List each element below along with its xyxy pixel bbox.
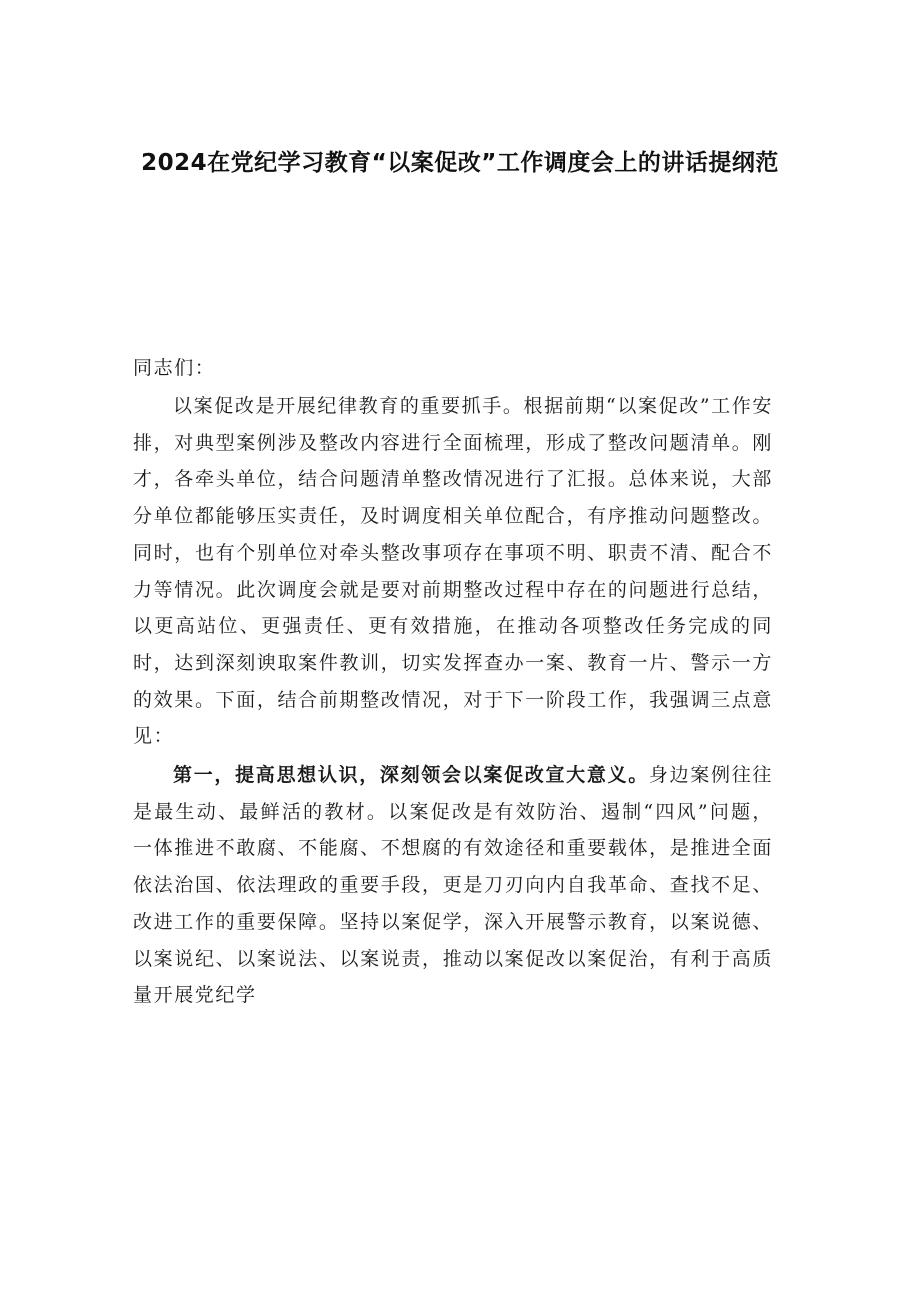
salutation: 同志们： <box>133 357 216 379</box>
paragraph-heading: 第一，提高思想认识，深刻领会以案促改宣大意义。 <box>173 764 649 787</box>
document-title: 2024在党纪学习教育“以案促改”工作调度会上的讲话提纲范 <box>141 150 779 176</box>
paragraph-point-one <box>133 757 773 1014</box>
paragraph-text: 身边案例往往是最生动、最鲜活的教材。以案促改是有效防治、遏制“四风”问题，一体推进不敢腐、不能腐、不想腐的有效途径和重要载体，是推进全面依法治国、依法理政的重要手段，更是刀刃向内自我革命、查找不足、改进工作的重要保障。坚持以案促学，深入开展警示教育，以案说德、以案说纪、以案说法、以案说责，推动以案促改以案促治，有利于高质量开展党纪学 <box>133 764 773 1007</box>
paragraph-intro <box>133 388 773 755</box>
document-body <box>133 350 773 1014</box>
paragraph-text: 以案促改是开展纪律教育的重要抓手。根据前期“以案促改”工作安排，对典型案例涉及整改内容进行全面梳理，形成了整改问题清单。刚才，各牵头单位，结合问题清单整改情况进行了汇报。总体来说，大部分单位都能够压实责任，及时调度相关单位配合，有序推动问题整改。同时，也有个别单位对牵头整改事项存在事项不明、职责不清、配合不力等情况。此次调度会就是要对前期整改过程中存在的问题进行总结，以更高站位、更强责任、更有效措施，在推动各项整改任务完成的同时，达到深刻谀取案件教训，切实发挥查办一案、教育一片、警示一方的效果。下面，结合前期整改情况，对于下一阶段工作，我强调三点意见： <box>133 395 773 748</box>
